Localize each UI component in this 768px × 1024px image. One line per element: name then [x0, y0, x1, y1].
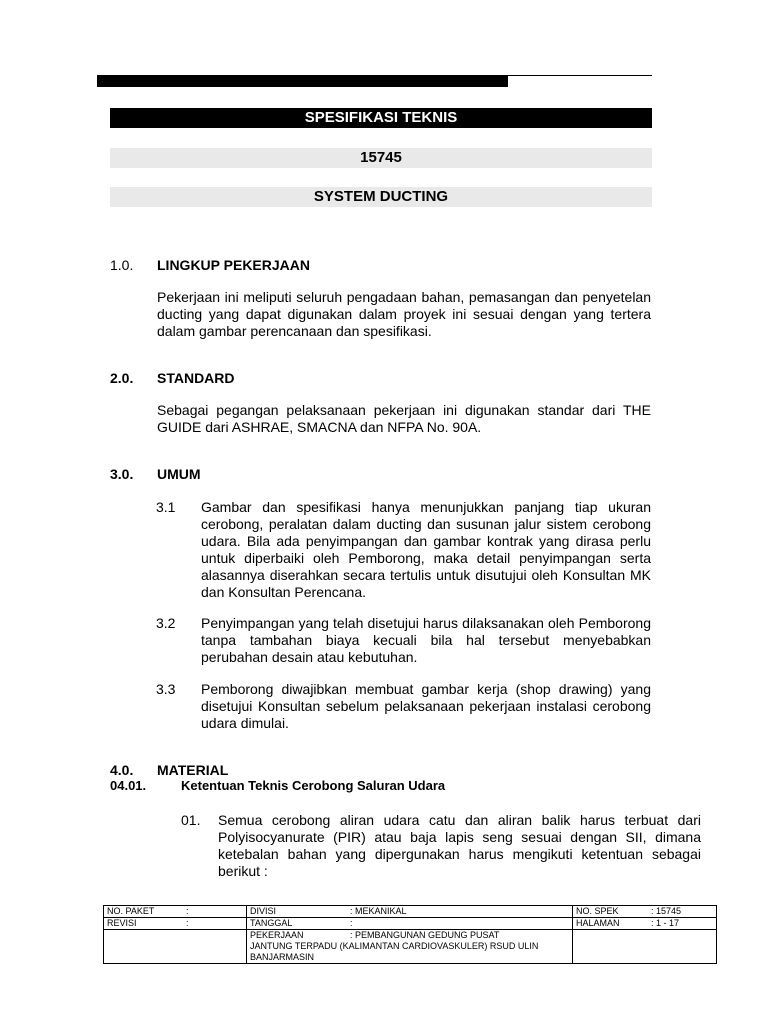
item-3-1-text: Gambar dan spesifikasi hanya menunjukkan panjang tiap ukuran cerobong, peralatan dalam ducting dan susunan jalur sistem cerobong udara. Bila ada penyimpangan dan gambar kontrak yang dirasa perlu untuk diperbaiki oleh Pemborong, maka detail penyimpangan serta alasannya diserahkan secara tertulis untuk disutujui oleh Konsultan MK dan Konsultan Perencana.	[201, 499, 651, 600]
footer-divisi-label: DIVISI	[250, 906, 277, 916]
footer-spek-value: : 15745	[651, 906, 682, 916]
section-1-body: Pekerjaan ini meliputi seluruh pengadaan bahan, pemasangan dan penyetelan ducting yang dapat digunakan dalam proyek ini sesuai dengan yang tertera dalam gambar perencanaan dan spesifikasi.	[157, 289, 651, 339]
section-4-title: MATERIAL	[157, 762, 229, 778]
footer-halaman-cell	[573, 918, 717, 930]
footer-halaman-label: HALAMAN	[576, 918, 620, 928]
section-3-number: 3.0.	[110, 466, 134, 482]
section-4-number: 4.0.	[110, 762, 134, 778]
footer-divisi-cell	[247, 906, 573, 918]
footer-pekerjaan-cell	[247, 930, 573, 964]
item-01-text: Semua cerobong aliran udara catu dan aliran balik harus terbuat dari Polyisocyanurate (PIR) atau baja lapis seng sesuai dengan SII, dimana ketebalan bahan yang dipergunakan harus mengikuti ketentuan sebagai berikut :	[218, 812, 701, 879]
document-title: SPESIFIKASI TEKNIS	[110, 108, 652, 128]
top-rule-thin	[508, 75, 652, 76]
subsection-title: Ketentuan Teknis Cerobong Saluran Udara	[181, 778, 446, 793]
footer-tanggal-cell	[247, 918, 573, 930]
item-3-3-number: 3.3	[156, 681, 176, 697]
footer-empty-cell-left	[104, 930, 247, 964]
item-3-2-number: 3.2	[156, 615, 176, 631]
section-2-title: STANDARD	[157, 370, 235, 386]
item-3-2-text: Penyimpangan yang telah disetujui harus dilaksanakan oleh Pemborong tanpa tambahan biaya kecuali bila hal tersebut menyebabkan perubahan desain atau kebutuhan.	[201, 615, 651, 665]
item-01-number: 01.	[181, 812, 201, 828]
item-3-1-number: 3.1	[156, 499, 176, 515]
footer-spek-cell	[573, 906, 717, 918]
document-footer-table	[103, 905, 717, 964]
item-3-3-text: Pemborong diwajibkan membuat gambar kerja (shop drawing) yang disetujui Konsultan sebelum pelaksanaan pekerjaan instalasi cerobong udara dimulai.	[201, 681, 651, 731]
footer-paket-label: NO. PAKET	[107, 906, 155, 916]
section-1-title: LINGKUP PEKERJAAN	[157, 257, 310, 273]
spec-subject: SYSTEM DUCTING	[110, 187, 652, 207]
subsection-number: 04.01.	[110, 778, 147, 793]
footer-revisi-label: REVISI	[107, 918, 137, 928]
footer-divisi-value: : MEKANIKAL	[350, 906, 407, 916]
footer-pekerjaan-value: : PEMBANGUNAN GEDUNG PUSAT	[350, 930, 500, 940]
footer-revisi-cell	[104, 918, 247, 930]
spec-code: 15745	[110, 148, 652, 168]
footer-tanggal-label: TANGGAL	[250, 918, 293, 928]
section-2-number: 2.0.	[110, 370, 134, 386]
footer-halaman-value: : 1 - 17	[651, 918, 680, 928]
section-2-body: Sebagai pegangan pelaksanaan pekerjaan ini digunakan standar dari THE GUIDE dari ASHRAE, SMACNA dan NFPA No. 90A.	[157, 402, 651, 435]
footer-empty-cell-right	[573, 930, 717, 964]
top-rule-thick	[97, 75, 508, 87]
section-1-number: 1.0.	[110, 257, 134, 273]
footer-spek-label: NO. SPEK	[576, 906, 619, 916]
footer-paket-value: :	[186, 906, 189, 916]
footer-pekerjaan-label: PEKERJAAN	[250, 930, 304, 940]
footer-paket-cell	[104, 906, 247, 918]
footer-tanggal-value: :	[350, 918, 353, 928]
section-3-title: UMUM	[157, 466, 201, 482]
footer-pekerjaan-continued: JANTUNG TERPADU (KALIMANTAN CARDIOVASKULER) RSUD ULIN BANJARMASIN	[250, 941, 539, 962]
footer-revisi-value: :	[186, 918, 189, 928]
